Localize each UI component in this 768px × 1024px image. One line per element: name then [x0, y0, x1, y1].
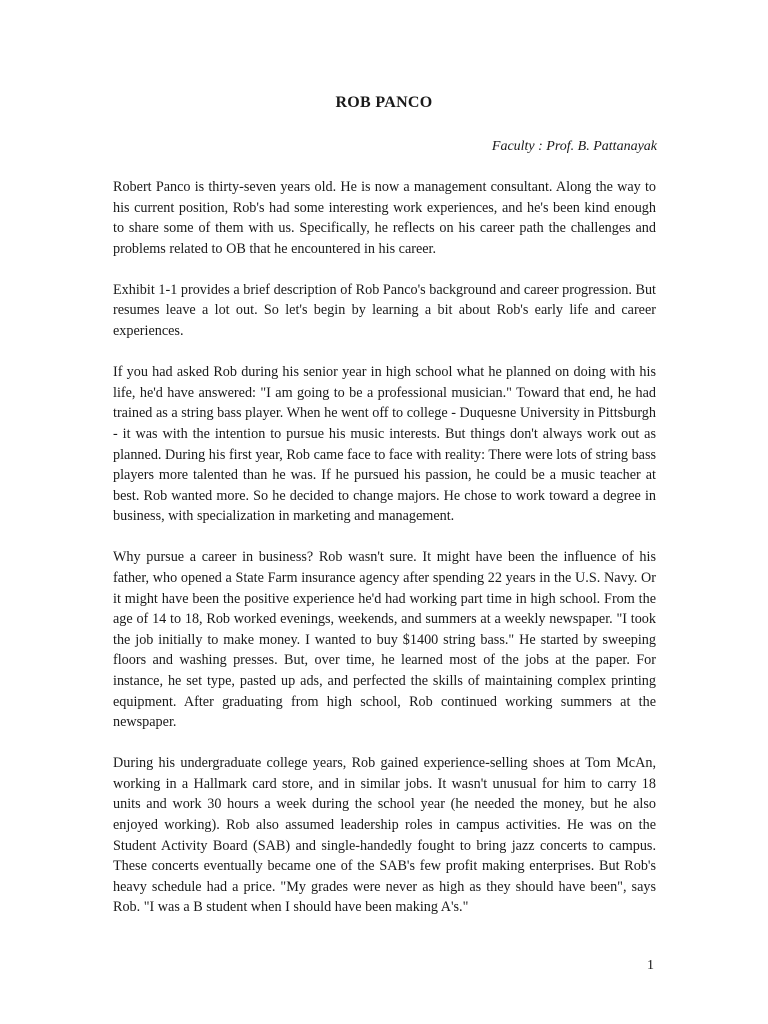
- paragraph-2: Exhibit 1-1 provides a brief description of Rob Panco's background and career progression. But resumes leave a lot out. So let's begin by learning a bit about Rob's early life and career experiences.: [113, 281, 656, 340]
- faculty-line: Faculty : Prof. B. Pattanayak: [491, 139, 657, 154]
- body-text: [113, 177, 656, 939]
- page-number: 1: [647, 958, 654, 973]
- page-title: ROB PANCO: [335, 94, 433, 111]
- paragraph-5: During his undergraduate college years, Rob gained experience-selling shoes at Tom McAn, working in a Hallmark card store, and in similar jobs. It wasn't unusual for him to carry 18 units and work 30 hours a week during the school year (he needed the money, but he also enjoyed working). Rob also assumed leadership roles in campus activities. He was on the Student Activity Board (SAB) and single-handedly fought to bring jazz concerts to campus. These concerts eventually became one of the SAB's few profit making enterprises. But Rob's heavy schedule had a price. "My grades were never as high as they should have been", says Rob. "I was a B student when I should have been making A's.": [113, 755, 656, 916]
- paragraph-4: Why pursue a career in business? Rob wasn't sure. It might have been the influence of his father, who opened a State Farm insurance agency after spending 22 years in the U.S. Navy. Or it might have been the positive experience he'd had working part time in high school. From the age of 14 to 18, Rob worked evenings, weekends, and summers at a weekly newspaper. "I took the job initially to make money. I wanted to buy $1400 string bass." He started by sweeping floors and washing presses. But, over time, he learned most of the jobs at the paper. For instance, he set type, pasted up ads, and perfected the skills of maintaining complex printing equipment. After graduating from high school, Rob continued working summers at the newspaper.: [113, 549, 656, 731]
- paragraph-3: If you had asked Rob during his senior year in high school what he planned on doing with his life, he'd have answered: "I am going to be a professional musician." Toward that end, he had trained as a string bass player. When he went off to college - Duquesne University in Pittsburgh - it was with the intention to pursue his music interests. But things don't always work out as planned. During his first year, Rob came face to face with reality: There were lots of string bass players more talented than he was. If he pursued his passion, he could be a music teacher at best. Rob wanted more. So he decided to change majors. He chose to work toward a degree in business, with specialization in marketing and management.: [113, 364, 656, 525]
- paragraph-1: Robert Panco is thirty-seven years old. He is now a management consultant. Along the way to his current position, Rob's had some interesting work experiences, and he's been kind enough to share some of them with us. Specifically, he reflects on his career path the challenges and problems related to OB that he encountered in his career.: [113, 179, 656, 257]
